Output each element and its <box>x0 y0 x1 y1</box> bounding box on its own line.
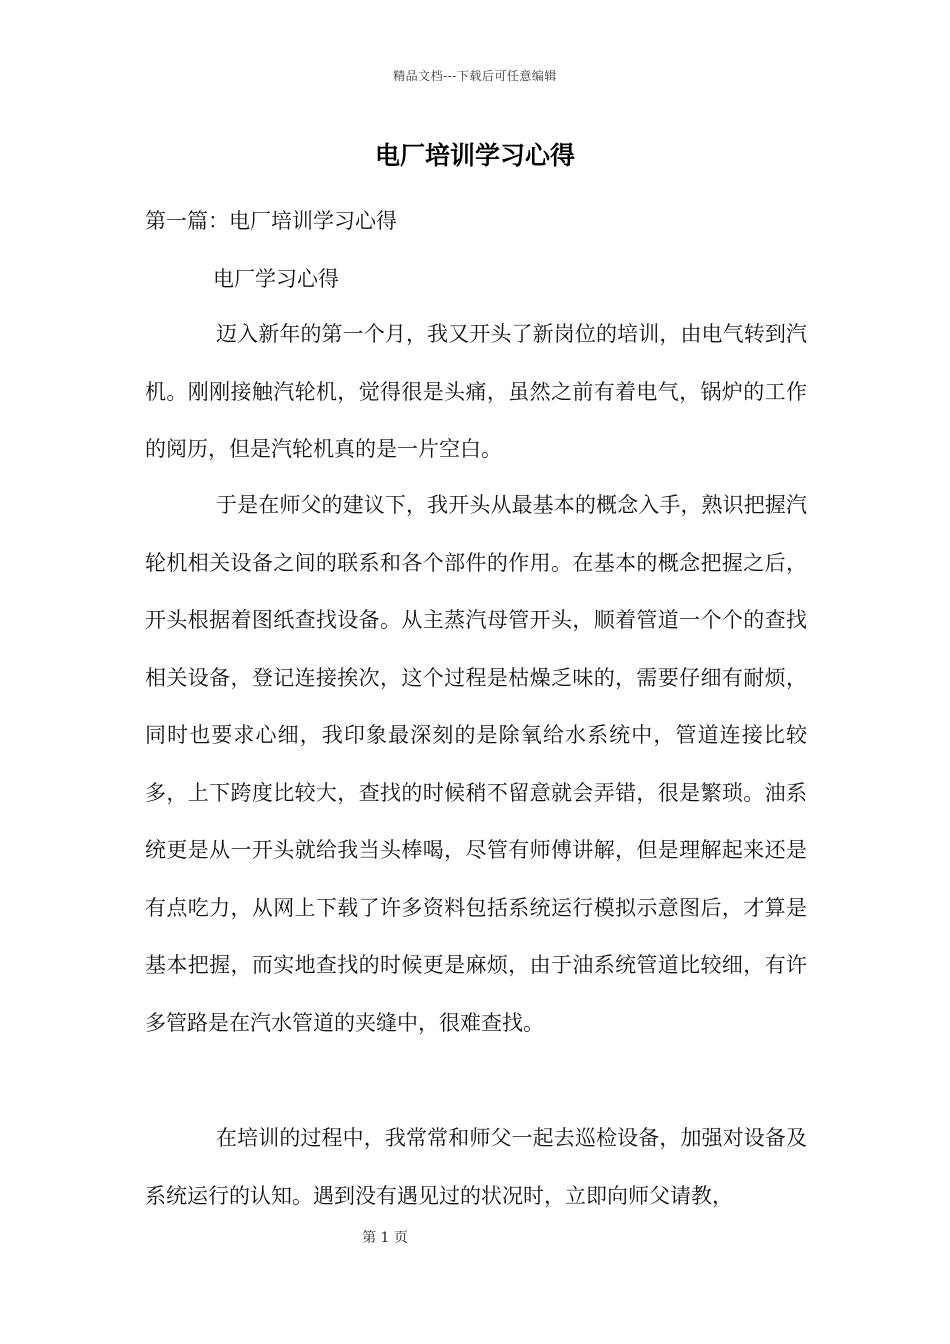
document-title: 电厂培训学习心得 <box>374 141 575 170</box>
paragraph: 在培训的过程中，我常常和师父一起去巡检设备，加强对设备及系统运行的认知。遇到没有遇见过的状况时，立即向师父请教， <box>145 1126 807 1208</box>
paragraph: 于是在师父的建议下，我开头从最基本的概念入手，熟识把握汽轮机相关设备之间的联系和各个部件的作用。在基本的概念把握之后，开头根据着图纸查找设备。从主蒸汽母管开头，顺着管道一个个的查找相关设备，登记连接挨次，这个过程是枯燥乏味的，需要仔细有耐烦，同时也要求心细，我印象最深刻的是除氧给水系统中，管道连接比较多，上下跨度比较大，查找的时候稍不留意就会弄错，很是繁琐。油系统更是从一开头就给我当头棒喝，尽管有师傅讲解，但是理解起来还是有点吃力，从网上下载了许多资料包括系统运行模拟示意图后，才算是基本把握，而实地查找的时候更是麻烦，由于油系统管道比较细，有许多管路是在汽水管道的夹缝中，很难查找。 <box>145 493 807 1035</box>
document-subtitle: 电厂学习心得 <box>213 267 339 291</box>
header-note: 精品文档---下载后可任意编辑 <box>393 69 557 83</box>
page-number: 第 1 页 <box>362 1230 408 1246</box>
section-heading: 第一篇：电厂培训学习心得 <box>145 209 397 233</box>
paragraph: 迈入新年的第一个月，我又开头了新岗位的培训，由电气转到汽机。刚刚接触汽轮机，觉得很是头痛，虽然之前有着电气，锅炉的工作的阅历，但是汽轮机真的是一片空白。 <box>145 322 807 461</box>
